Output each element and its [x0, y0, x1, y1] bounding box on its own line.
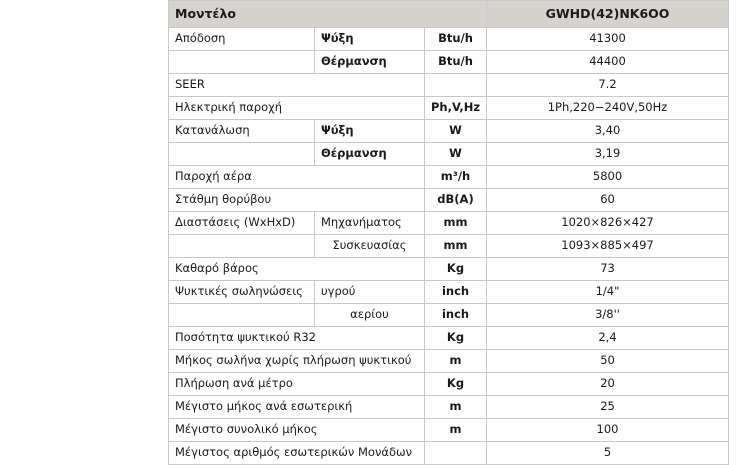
row-value: 44400 — [487, 51, 729, 74]
table-row — [169, 51, 729, 74]
row-value: 3,40 — [487, 120, 729, 143]
table-row — [169, 74, 729, 97]
table-body — [169, 1, 729, 465]
table-row — [169, 442, 729, 465]
table-row — [169, 373, 729, 396]
row-unit: m — [425, 350, 487, 373]
row-value: 5 — [487, 442, 729, 465]
row-value: 2,4 — [487, 327, 729, 350]
row-value: 3,19 — [487, 143, 729, 166]
row-unit: Kg — [425, 373, 487, 396]
row-sublabel: Μηχανήματος — [315, 212, 425, 235]
row-label: Κατανάλωση — [169, 120, 315, 143]
row-sublabel: Ψύξη — [315, 120, 425, 143]
row-unit: m³/h — [425, 166, 487, 189]
row-value: 73 — [487, 258, 729, 281]
row-value: 100 — [487, 419, 729, 442]
row-value: 20 — [487, 373, 729, 396]
row-label — [169, 235, 315, 258]
row-label: Παροχή αέρα — [169, 166, 425, 189]
row-label: Πλήρωση ανά μέτρο — [169, 373, 425, 396]
row-value: 5800 — [487, 166, 729, 189]
table-row — [169, 350, 729, 373]
row-value: 1020×826×427 — [487, 212, 729, 235]
row-sublabel: Θέρμανση — [315, 51, 425, 74]
row-sublabel: Θέρμανση — [315, 143, 425, 166]
table-row — [169, 235, 729, 258]
table-row — [169, 281, 729, 304]
table-row — [169, 97, 729, 120]
row-label — [169, 51, 315, 74]
row-label: Ψυκτικές σωληνώσεις — [169, 281, 315, 304]
table-row — [169, 258, 729, 281]
table-row — [169, 120, 729, 143]
row-value: 41300 — [487, 28, 729, 51]
row-label: Μέγιστο μήκος ανά εσωτερική — [169, 396, 425, 419]
row-value: 1093×885×497 — [487, 235, 729, 258]
table-row — [169, 189, 729, 212]
row-value: 50 — [487, 350, 729, 373]
header-model-label: Μοντέλο — [169, 1, 487, 28]
row-unit: m — [425, 396, 487, 419]
row-unit: mm — [425, 235, 487, 258]
row-unit — [425, 74, 487, 97]
row-unit: mm — [425, 212, 487, 235]
row-value: 1/4" — [487, 281, 729, 304]
row-label: Μέγιστο συνολικό μήκος — [169, 419, 425, 442]
row-unit — [425, 442, 487, 465]
row-sublabel: αερίου — [315, 304, 425, 327]
row-label: Καθαρό βάρος — [169, 258, 425, 281]
table-row — [169, 304, 729, 327]
row-unit: Ph,V,Hz — [425, 97, 487, 120]
row-label: Διαστάσεις (WxHxD) — [169, 212, 315, 235]
row-value: 25 — [487, 396, 729, 419]
row-label — [169, 143, 315, 166]
table-header-row — [169, 1, 729, 28]
row-label: Απόδοση — [169, 28, 315, 51]
row-unit: m — [425, 419, 487, 442]
table-row — [169, 419, 729, 442]
row-label: Ηλεκτρική παροχή — [169, 97, 425, 120]
row-unit: inch — [425, 281, 487, 304]
row-value: 1Ph,220−240V,50Hz — [487, 97, 729, 120]
row-value: 3/8'' — [487, 304, 729, 327]
row-label — [169, 304, 315, 327]
row-sublabel: Συσκευασίας — [315, 235, 425, 258]
row-unit: W — [425, 143, 487, 166]
table-row — [169, 28, 729, 51]
row-unit: W — [425, 120, 487, 143]
row-sublabel: Ψύξη — [315, 28, 425, 51]
row-unit: Btu/h — [425, 28, 487, 51]
row-unit: inch — [425, 304, 487, 327]
row-label: Μέγιστος αριθμός εσωτερικών Μονάδων — [169, 442, 425, 465]
table-row — [169, 327, 729, 350]
specification-table — [168, 0, 729, 465]
row-label: SEER — [169, 74, 425, 97]
row-label: Στάθμη θορύβου — [169, 189, 425, 212]
header-model-value: GWHD(42)NK6OO — [487, 1, 729, 28]
row-unit: Kg — [425, 327, 487, 350]
row-value: 7.2 — [487, 74, 729, 97]
specification-table-container — [168, 0, 728, 465]
table-row — [169, 166, 729, 189]
row-unit: Btu/h — [425, 51, 487, 74]
row-label: Μήκος σωλήνα χωρίς πλήρωση ψυκτικού — [169, 350, 425, 373]
row-unit: Kg — [425, 258, 487, 281]
row-sublabel: υγρού — [315, 281, 425, 304]
table-row — [169, 396, 729, 419]
table-row — [169, 212, 729, 235]
row-unit: dB(A) — [425, 189, 487, 212]
table-row — [169, 143, 729, 166]
row-label: Ποσότητα ψυκτικού R32 — [169, 327, 425, 350]
row-value: 60 — [487, 189, 729, 212]
